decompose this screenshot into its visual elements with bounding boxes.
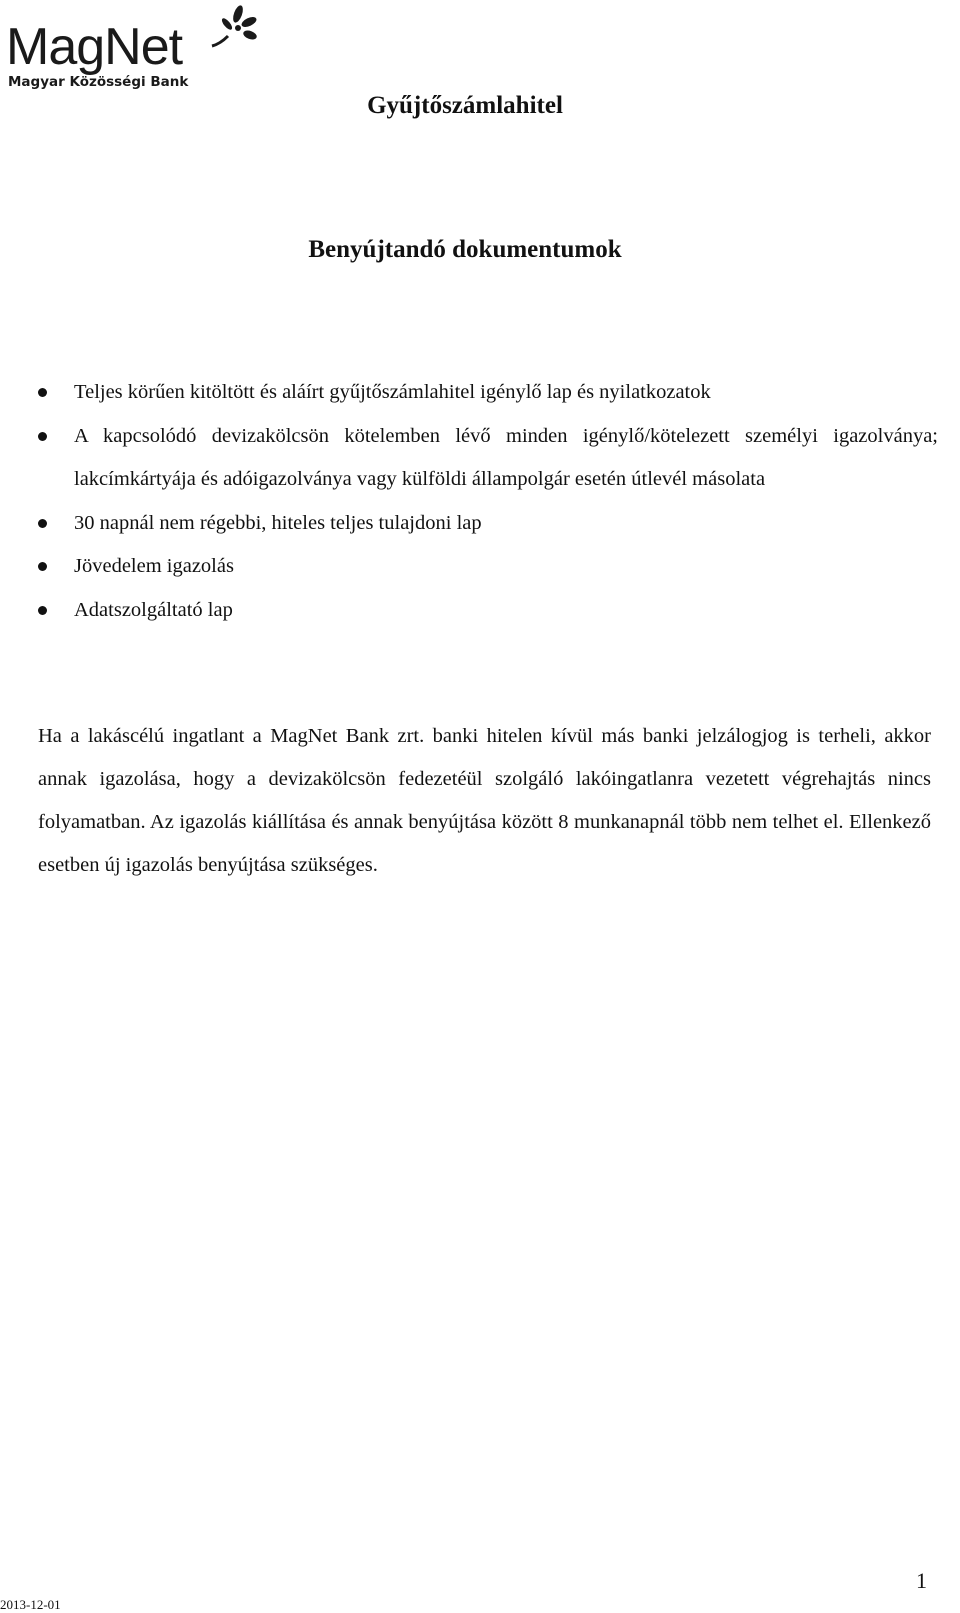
list-item: [38, 415, 938, 502]
list-item: [38, 371, 938, 415]
bullet-icon: [38, 432, 47, 441]
svg-text:MagNet: MagNet: [6, 18, 183, 76]
footer-date: 2013-12-01: [0, 1597, 61, 1612]
logo-graphic: [6, 2, 262, 94]
bullet-icon: [38, 606, 47, 615]
bullet-icon: [38, 562, 47, 571]
bullet-icon: [38, 388, 47, 397]
svg-text:Magyar Közösségi Bank: Magyar Közösségi Bank: [8, 74, 189, 90]
magnet-bank-logo: [6, 2, 262, 94]
list-item: [38, 589, 938, 633]
list-item-text: Jövedelem igazolás: [74, 555, 234, 577]
document-title: Gyűjtőszámlahitel: [367, 92, 563, 119]
list-item-text: A kapcsolódó devizakölcsön kötelemben lévő minden igénylő/kötelezett személyi igazolványa; lakcímkártyája és adóigazolványa vagy külföldi állampolgár esetén útlevél másolata: [74, 424, 938, 490]
list-item: [38, 545, 938, 589]
list-item-text: Adatszolgáltató lap: [74, 598, 233, 621]
page-number: 1: [916, 1568, 927, 1593]
list-item-text: Teljes körűen kitöltött és aláírt gyűjtőszámlahitel igénylő lap és nyilatkozatok: [74, 381, 711, 403]
mortgage-note-paragraph: Ha a lakáscélú ingatlant a MagNet Bank zrt. banki hitelen kívül más banki jelzálogjog is terheli, akkor annak igazolása, hogy a devizakölcsön fedezetéül szolgáló lakóingatlanra vezetett végrehajtás nincs folyamatban. Az igazolás kiállítása és annak benyújtása között 8 munkanapnál több nem telhet el. Ellenkező esetben új igazolás benyújtása szükséges.: [38, 725, 931, 876]
document-subtitle: Benyújtandó dokumentumok: [308, 236, 622, 263]
bullet-icon: [38, 519, 47, 528]
required-documents-list: [38, 371, 938, 632]
list-item-text: 30 napnál nem régebbi, hiteles teljes tulajdoni lap: [74, 511, 482, 534]
list-item: [38, 502, 938, 546]
